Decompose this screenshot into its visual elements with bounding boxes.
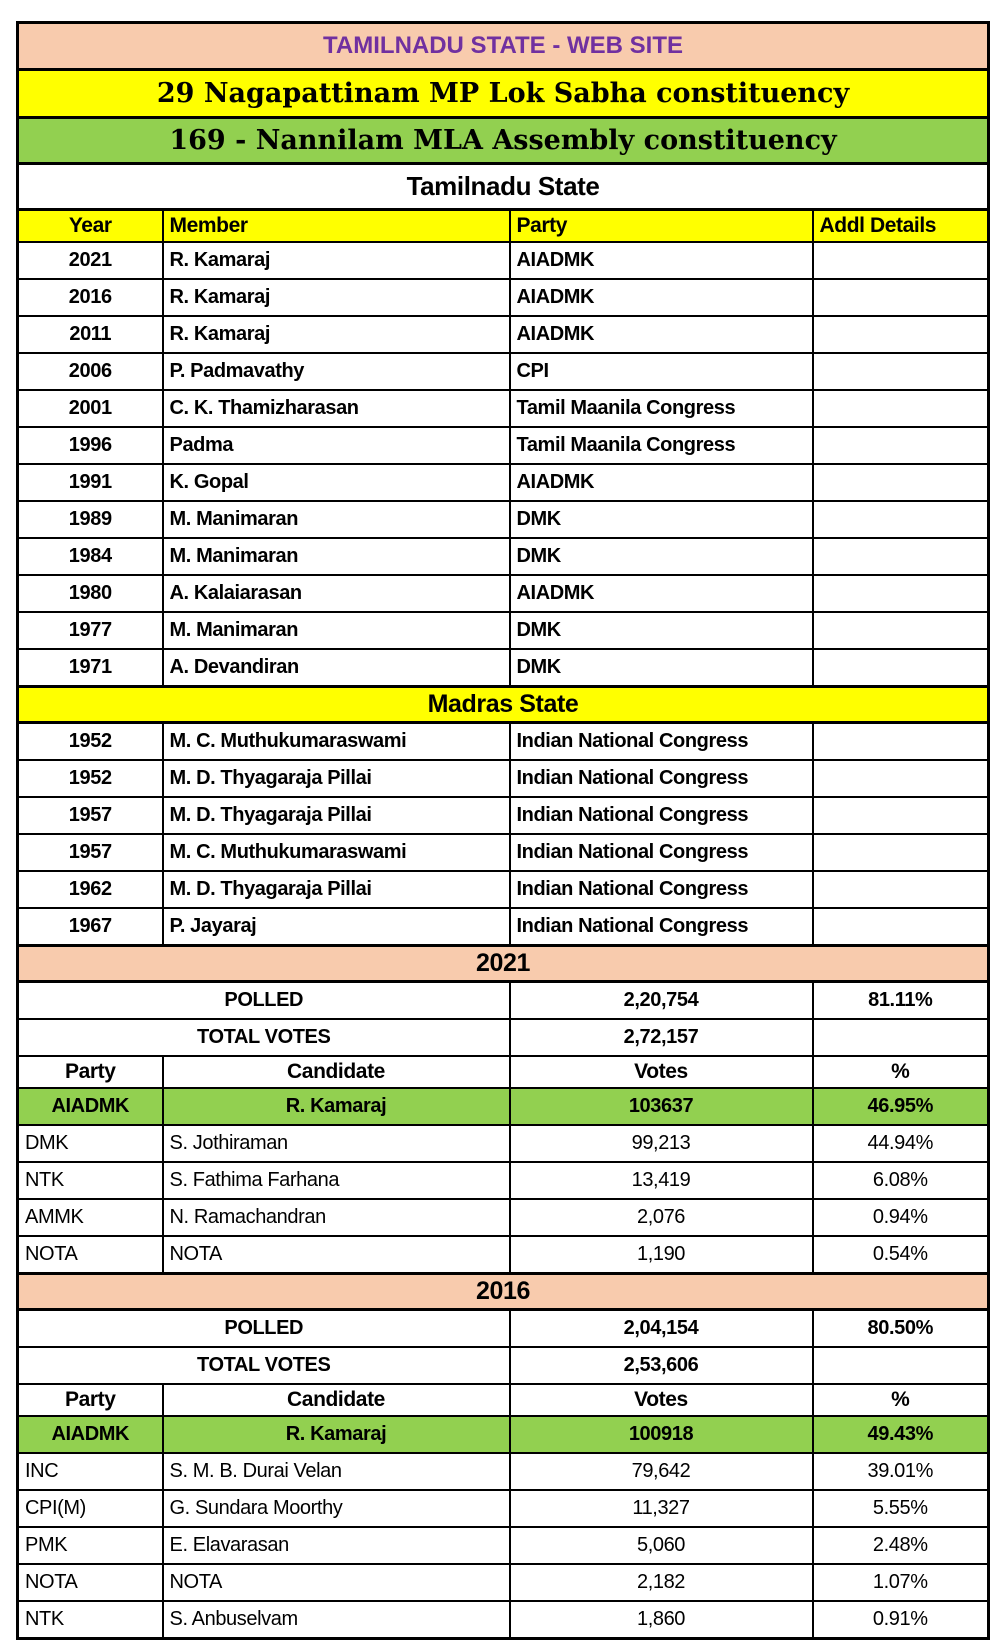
- election-year-band: 2016: [18, 1274, 989, 1310]
- candidate-percent: 6.08%: [813, 1162, 989, 1199]
- table-row: [18, 1088, 989, 1125]
- member-party: DMK: [510, 538, 813, 575]
- table-row: [18, 210, 989, 243]
- candidate-name: S. Fathima Farhana: [163, 1162, 510, 1199]
- member-addl-details: [813, 908, 989, 946]
- member-name: M. C. Muthukumaraswami: [163, 723, 510, 761]
- member-addl-details: [813, 649, 989, 687]
- mp-constituency-title: 29 Nagapattinam MP Lok Sabha constituency: [18, 70, 989, 118]
- table-row: [18, 871, 989, 908]
- member-name: P. Padmavathy: [163, 353, 510, 390]
- total-votes-value: 2,72,157: [510, 1019, 813, 1056]
- member-party: Indian National Congress: [510, 871, 813, 908]
- member-year: 1996: [18, 427, 163, 464]
- state-section-title: Madras State: [18, 687, 989, 723]
- member-addl-details: [813, 353, 989, 390]
- candidate-name: N. Ramachandran: [163, 1199, 510, 1236]
- candidate-party: PMK: [18, 1527, 163, 1564]
- candidate-percent: 0.91%: [813, 1601, 989, 1639]
- member-party: DMK: [510, 612, 813, 649]
- member-name: M. D. Thyagaraja Pillai: [163, 760, 510, 797]
- column-header-percent: %: [813, 1384, 989, 1416]
- candidate-party: NOTA: [18, 1564, 163, 1601]
- polled-votes: 2,20,754: [510, 982, 813, 1020]
- polled-label: POLLED: [18, 1310, 510, 1348]
- table-row: [18, 390, 989, 427]
- member-party: Indian National Congress: [510, 760, 813, 797]
- member-year: 2006: [18, 353, 163, 390]
- member-year: 1967: [18, 908, 163, 946]
- member-name: M. D. Thyagaraja Pillai: [163, 871, 510, 908]
- member-name: M. Manimaran: [163, 538, 510, 575]
- table-row: [18, 164, 989, 210]
- results-table: [16, 21, 990, 1640]
- table-row: [18, 797, 989, 834]
- winner-votes: 100918: [510, 1416, 813, 1453]
- polled-percent: 81.11%: [813, 982, 989, 1020]
- table-row: [18, 1490, 989, 1527]
- table-row: [18, 23, 989, 70]
- table-row: [18, 70, 989, 118]
- member-party: DMK: [510, 649, 813, 687]
- candidate-party: NTK: [18, 1601, 163, 1639]
- candidate-name: NOTA: [163, 1564, 510, 1601]
- member-name: M. D. Thyagaraja Pillai: [163, 797, 510, 834]
- total-votes-label: TOTAL VOTES: [18, 1019, 510, 1056]
- table-row: [18, 1199, 989, 1236]
- member-year: 2016: [18, 279, 163, 316]
- member-name: M. C. Muthukumaraswami: [163, 834, 510, 871]
- results-table-body: [18, 23, 989, 1639]
- polled-votes: 2,04,154: [510, 1310, 813, 1348]
- polled-label: POLLED: [18, 982, 510, 1020]
- member-name: R. Kamaraj: [163, 242, 510, 279]
- total-votes-value: 2,53,606: [510, 1347, 813, 1384]
- member-name: R. Kamaraj: [163, 316, 510, 353]
- member-year: 1971: [18, 649, 163, 687]
- member-year: 1952: [18, 760, 163, 797]
- column-header-candidate: Candidate: [163, 1056, 510, 1088]
- candidate-votes: 5,060: [510, 1527, 813, 1564]
- table-row: [18, 1236, 989, 1274]
- candidate-party: NTK: [18, 1162, 163, 1199]
- table-row: [18, 1384, 989, 1416]
- column-header-year: Year: [18, 210, 163, 243]
- winner-percent: 49.43%: [813, 1416, 989, 1453]
- table-row: [18, 982, 989, 1020]
- member-name: K. Gopal: [163, 464, 510, 501]
- table-row: [18, 1564, 989, 1601]
- member-addl-details: [813, 871, 989, 908]
- member-party: Indian National Congress: [510, 834, 813, 871]
- member-name: P. Jayaraj: [163, 908, 510, 946]
- table-row: [18, 612, 989, 649]
- table-row: [18, 1527, 989, 1564]
- table-row: [18, 464, 989, 501]
- member-year: 1984: [18, 538, 163, 575]
- table-row: [18, 353, 989, 390]
- member-name: M. Manimaran: [163, 501, 510, 538]
- member-year: 1989: [18, 501, 163, 538]
- member-addl-details: [813, 612, 989, 649]
- candidate-party: INC: [18, 1453, 163, 1490]
- candidate-name: S. Jothiraman: [163, 1125, 510, 1162]
- polled-percent: 80.50%: [813, 1310, 989, 1348]
- member-party: Tamil Maanila Congress: [510, 427, 813, 464]
- member-party: Indian National Congress: [510, 908, 813, 946]
- member-addl-details: [813, 316, 989, 353]
- column-header-percent: %: [813, 1056, 989, 1088]
- table-row: [18, 1162, 989, 1199]
- column-header-votes: Votes: [510, 1384, 813, 1416]
- member-party: AIADMK: [510, 575, 813, 612]
- winner-party: AIADMK: [18, 1088, 163, 1125]
- state-section-title: Tamilnadu State: [18, 164, 989, 210]
- table-row: [18, 1416, 989, 1453]
- winner-candidate: R. Kamaraj: [163, 1416, 510, 1453]
- member-year: 1962: [18, 871, 163, 908]
- member-year: 1952: [18, 723, 163, 761]
- member-year: 2021: [18, 242, 163, 279]
- member-addl-details: [813, 797, 989, 834]
- candidate-votes: 13,419: [510, 1162, 813, 1199]
- member-year: 2011: [18, 316, 163, 353]
- column-header-addl-details: Addl Details: [813, 210, 989, 243]
- candidate-percent: 5.55%: [813, 1490, 989, 1527]
- column-header-party: Party: [18, 1384, 163, 1416]
- candidate-votes: 11,327: [510, 1490, 813, 1527]
- member-year: 1980: [18, 575, 163, 612]
- member-party: AIADMK: [510, 279, 813, 316]
- table-row: [18, 1019, 989, 1056]
- table-row: [18, 760, 989, 797]
- member-name: R. Kamaraj: [163, 279, 510, 316]
- candidate-percent: 2.48%: [813, 1527, 989, 1564]
- table-row: [18, 687, 989, 723]
- table-row: [18, 538, 989, 575]
- election-year-band: 2021: [18, 946, 989, 982]
- member-party: CPI: [510, 353, 813, 390]
- candidate-percent: 39.01%: [813, 1453, 989, 1490]
- member-addl-details: [813, 390, 989, 427]
- total-votes-label: TOTAL VOTES: [18, 1347, 510, 1384]
- member-party: Tamil Maanila Congress: [510, 390, 813, 427]
- column-header-member: Member: [163, 210, 510, 243]
- table-row: [18, 946, 989, 982]
- member-addl-details: [813, 723, 989, 761]
- candidate-name: G. Sundara Moorthy: [163, 1490, 510, 1527]
- table-row: [18, 908, 989, 946]
- candidate-votes: 2,182: [510, 1564, 813, 1601]
- member-addl-details: [813, 760, 989, 797]
- winner-party: AIADMK: [18, 1416, 163, 1453]
- member-addl-details: [813, 427, 989, 464]
- member-addl-details: [813, 575, 989, 612]
- candidate-party: AMMK: [18, 1199, 163, 1236]
- site-title: TAMILNADU STATE - WEB SITE: [18, 23, 989, 70]
- candidate-percent: 0.94%: [813, 1199, 989, 1236]
- table-row: [18, 1310, 989, 1348]
- table-row: [18, 427, 989, 464]
- member-year: 2001: [18, 390, 163, 427]
- mla-constituency-title: 169 - Nannilam MLA Assembly constituency: [18, 118, 989, 164]
- candidate-votes: 2,076: [510, 1199, 813, 1236]
- member-party: AIADMK: [510, 316, 813, 353]
- candidate-name: NOTA: [163, 1236, 510, 1274]
- table-row: [18, 316, 989, 353]
- candidate-votes: 1,860: [510, 1601, 813, 1639]
- table-row: [18, 1601, 989, 1639]
- member-addl-details: [813, 538, 989, 575]
- table-row: [18, 649, 989, 687]
- member-party: AIADMK: [510, 242, 813, 279]
- candidate-votes: 79,642: [510, 1453, 813, 1490]
- member-addl-details: [813, 279, 989, 316]
- member-year: 1991: [18, 464, 163, 501]
- winner-candidate: R. Kamaraj: [163, 1088, 510, 1125]
- candidate-party: DMK: [18, 1125, 163, 1162]
- total-votes-percent-empty: [813, 1347, 989, 1384]
- total-votes-percent-empty: [813, 1019, 989, 1056]
- member-party: Indian National Congress: [510, 797, 813, 834]
- table-row: [18, 1347, 989, 1384]
- table-row: [18, 575, 989, 612]
- column-header-party: Party: [18, 1056, 163, 1088]
- table-row: [18, 1453, 989, 1490]
- table-row: [18, 1125, 989, 1162]
- table-row: [18, 1274, 989, 1310]
- candidate-votes: 99,213: [510, 1125, 813, 1162]
- candidate-name: E. Elavarasan: [163, 1527, 510, 1564]
- winner-votes: 103637: [510, 1088, 813, 1125]
- member-name: C. K. Thamizharasan: [163, 390, 510, 427]
- winner-percent: 46.95%: [813, 1088, 989, 1125]
- table-row: [18, 723, 989, 761]
- candidate-name: S. M. B. Durai Velan: [163, 1453, 510, 1490]
- member-name: M. Manimaran: [163, 612, 510, 649]
- column-header-candidate: Candidate: [163, 1384, 510, 1416]
- column-header-party: Party: [510, 210, 813, 243]
- candidate-name: S. Anbuselvam: [163, 1601, 510, 1639]
- member-party: DMK: [510, 501, 813, 538]
- candidate-party: CPI(M): [18, 1490, 163, 1527]
- candidate-percent: 44.94%: [813, 1125, 989, 1162]
- column-header-votes: Votes: [510, 1056, 813, 1088]
- table-row: [18, 1056, 989, 1088]
- member-name: Padma: [163, 427, 510, 464]
- table-row: [18, 242, 989, 279]
- member-addl-details: [813, 464, 989, 501]
- table-row: [18, 834, 989, 871]
- candidate-party: NOTA: [18, 1236, 163, 1274]
- member-addl-details: [813, 834, 989, 871]
- member-addl-details: [813, 501, 989, 538]
- member-name: A. Devandiran: [163, 649, 510, 687]
- member-addl-details: [813, 242, 989, 279]
- table-row: [18, 118, 989, 164]
- candidate-percent: 0.54%: [813, 1236, 989, 1274]
- member-year: 1957: [18, 797, 163, 834]
- candidate-votes: 1,190: [510, 1236, 813, 1274]
- table-row: [18, 501, 989, 538]
- member-party: Indian National Congress: [510, 723, 813, 761]
- table-row: [18, 279, 989, 316]
- member-party: AIADMK: [510, 464, 813, 501]
- candidate-percent: 1.07%: [813, 1564, 989, 1601]
- member-year: 1977: [18, 612, 163, 649]
- member-year: 1957: [18, 834, 163, 871]
- member-name: A. Kalaiarasan: [163, 575, 510, 612]
